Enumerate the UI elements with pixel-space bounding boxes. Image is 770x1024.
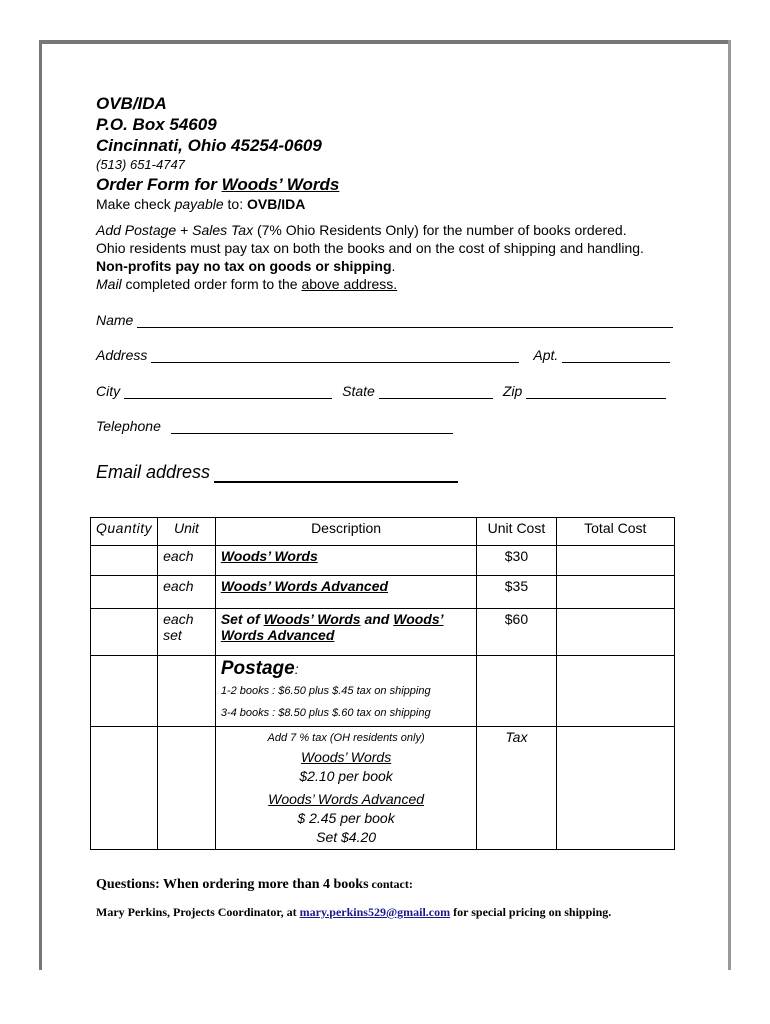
unit-cost-cell: $30 [477, 546, 556, 576]
unit-cost-cell: $60 [477, 609, 556, 656]
tax-wwa: Woods’ Words Advanced [268, 791, 425, 807]
quantity-cell[interactable] [91, 576, 158, 609]
org-name: OVB/IDA [96, 94, 167, 113]
tax-cell [215, 727, 477, 850]
name-row [96, 312, 673, 328]
telephone-label: Telephone [96, 418, 161, 434]
phone-number: (513) 651-4747 [96, 157, 185, 172]
city-label: City [96, 383, 121, 399]
email-label: Email address [96, 462, 211, 482]
telephone-row [96, 418, 453, 434]
postage-line-1: 1-2 books : $6.50 plus $.45 tax on shipping [220, 685, 431, 697]
address-label: Address [96, 347, 148, 363]
unit-header: Unit [158, 518, 216, 546]
quantity-cell[interactable] [91, 546, 158, 576]
total-cost-cell[interactable] [556, 609, 674, 656]
unit-cell: each [158, 546, 216, 576]
table-row [91, 546, 675, 576]
description-cell: Set of Woods’ Words and Woods’ Words Advanced [215, 609, 477, 656]
unit-cell [158, 727, 216, 850]
description-cell: Woods’ Words [215, 546, 477, 576]
unit-cost-cell [477, 656, 556, 727]
apt-label: Apt. [533, 347, 559, 363]
tax-ww: Woods’ Words [300, 749, 392, 765]
form-title: Order Form for Woods’ Words [96, 175, 340, 194]
order-table [90, 517, 675, 850]
description-header: Description [215, 518, 477, 546]
tax-set: Set $4.20 [316, 829, 377, 845]
apt-field[interactable] [562, 348, 670, 363]
state-field[interactable] [379, 384, 493, 399]
city-row [96, 383, 666, 399]
tax-label: Tax [477, 727, 556, 850]
state-label: State [342, 383, 375, 399]
name-label: Name [96, 312, 134, 328]
total-cost-cell[interactable] [556, 546, 674, 576]
table-row [91, 609, 675, 656]
unit-cost-header: Unit Cost [477, 518, 556, 546]
table-header-row [91, 518, 675, 546]
quantity-header: Quantity [91, 518, 158, 546]
tax-wwa-price: $ 2.45 per book [297, 810, 395, 826]
page-border-left [39, 40, 42, 970]
questions-line: Questions: When ordering more than 4 books contact: [96, 877, 413, 892]
postage-title: Postage: [220, 658, 299, 679]
city-field[interactable] [124, 384, 332, 399]
contact-email-link[interactable]: mary.perkins529@gmail.com [299, 905, 451, 919]
unit-cell [158, 656, 216, 727]
header-block [96, 93, 696, 293]
name-field[interactable] [137, 313, 673, 328]
tax-row [91, 727, 675, 850]
email-row [96, 462, 458, 483]
tax-header: Add 7 % tax (OH residents only) [267, 732, 425, 744]
postage-line-2: 3-4 books : $8.50 plus $.60 tax on shipping [220, 707, 431, 719]
address-field[interactable] [151, 348, 519, 363]
total-cost-cell[interactable] [556, 576, 674, 609]
page-border-top [39, 40, 730, 44]
table-row [91, 576, 675, 609]
total-cost-cell[interactable] [556, 656, 674, 727]
total-cost-cell[interactable] [556, 727, 674, 850]
telephone-field[interactable] [171, 419, 453, 434]
unit-cell: each [158, 576, 216, 609]
instruction-line-1: Add Postage + Sales Tax (7% Ohio Residents Only) for the number of books ordered. [96, 222, 627, 238]
zip-label: Zip [502, 383, 523, 399]
quantity-cell[interactable] [91, 609, 158, 656]
email-field[interactable] [214, 463, 458, 483]
page-border-right [728, 40, 731, 970]
check-payable-line: Make check payable to: OVB/IDA [96, 196, 306, 212]
unit-cost-cell: $35 [477, 576, 556, 609]
quantity-cell[interactable] [91, 727, 158, 850]
postage-cell [215, 656, 477, 727]
zip-field[interactable] [526, 384, 666, 399]
instruction-line-3: Non-profits pay no tax on goods or shipping. [96, 258, 396, 274]
contact-line: Mary Perkins, Projects Coordinator, at mary.perkins529@gmail.com for special pricing on shipping. [96, 905, 612, 919]
quantity-cell[interactable] [91, 656, 158, 727]
total-cost-header: Total Cost [556, 518, 674, 546]
unit-cell: each set [158, 609, 216, 656]
address-row [96, 347, 670, 363]
description-cell: Woods’ Words Advanced [215, 576, 477, 609]
postage-row [91, 656, 675, 727]
instruction-line-4: Mail completed order form to the above address. [96, 276, 398, 292]
city-line: Cincinnati, Ohio 45254-0609 [96, 136, 322, 155]
tax-ww-price: $2.10 per book [299, 768, 393, 784]
po-box: P.O. Box 54609 [96, 115, 217, 134]
instructions [96, 221, 696, 293]
instruction-line-2: Ohio residents must pay tax on both the books and on the cost of shipping and handling. [96, 240, 644, 256]
